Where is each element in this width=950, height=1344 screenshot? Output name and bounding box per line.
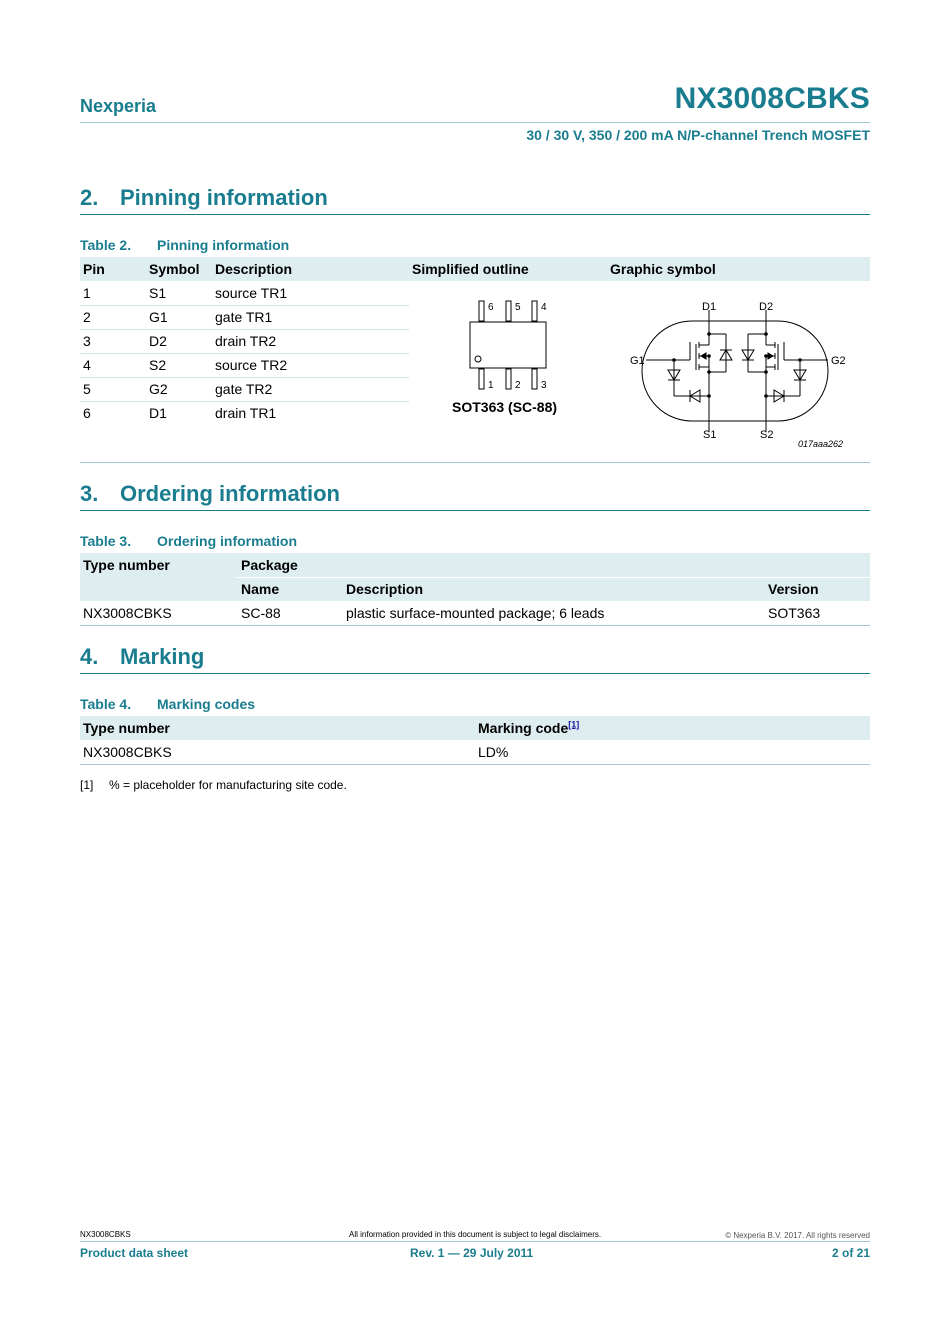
pin-label-6: 6 (488, 302, 494, 313)
package-outline-drawing (440, 296, 580, 394)
pin-number: 3 (83, 333, 91, 349)
brand-name: Nexperia (80, 96, 157, 116)
table-4-caption (80, 696, 255, 712)
table-3-caption (80, 533, 297, 549)
mosfet-graphic-symbol (620, 294, 860, 454)
label-d2: D2 (759, 301, 774, 313)
col-graphic-symbol: Graphic symbol (610, 261, 716, 277)
section-divider (80, 673, 870, 674)
section-number: 4. (80, 644, 99, 669)
ordering-package-version: SOT363 (768, 605, 821, 621)
col-description: Description (215, 261, 293, 277)
pin-description: source TR2 (215, 357, 288, 373)
section-title: Pinning information (120, 185, 328, 210)
header-split-rule (236, 577, 870, 578)
col-simplified-outline: Simplified outline (412, 261, 529, 277)
col-marking-code-label: Marking code (478, 720, 569, 736)
footnote-ref-link[interactable]: [1] (568, 719, 580, 730)
marking-type-number: NX3008CBKS (83, 744, 172, 760)
row-divider (80, 377, 409, 378)
ordering-package-name: SC-88 (241, 605, 281, 621)
col-package: Package (241, 557, 298, 573)
pin-description: gate TR2 (215, 381, 273, 397)
section-4-heading (80, 644, 204, 670)
label-g1: G1 (630, 355, 645, 367)
table-2-bottom-rule (80, 462, 870, 463)
lead-5 (506, 301, 511, 321)
footer-page-number: 2 of 21 (831, 1246, 870, 1260)
col-pin: Pin (83, 261, 105, 277)
col-description: Description (346, 581, 424, 597)
col-version: Version (768, 581, 819, 597)
row-divider (80, 353, 409, 354)
product-subtitle: 30 / 30 V, 350 / 200 mA N/P-channel Trench MOSFET (526, 127, 870, 143)
section-number: 2. (80, 185, 99, 210)
section-divider (80, 214, 870, 215)
col-type-number: Type number (83, 720, 170, 736)
pin-description: drain TR2 (215, 333, 277, 349)
pin-number: 6 (83, 405, 91, 421)
row-divider (80, 329, 409, 330)
product-title: NX3008CBKS (674, 82, 870, 115)
pin-symbol: S2 (149, 357, 167, 373)
col-marking-code (478, 720, 579, 736)
pin-number: 4 (83, 357, 91, 373)
marking-code-value: LD% (478, 744, 509, 760)
lead-3 (532, 369, 537, 389)
pin-symbol: D1 (149, 405, 167, 421)
footer-divider (80, 1241, 870, 1242)
pin-symbol: D2 (149, 333, 167, 349)
footer-disclaimer: All information provided in this document is subject to legal disclaimers. (349, 1230, 602, 1239)
section-number: 3. (80, 481, 99, 506)
footer-doc-id: NX3008CBKS (80, 1230, 131, 1239)
label-s1: S1 (703, 429, 717, 441)
pin-number: 5 (83, 381, 91, 397)
lead-6 (479, 301, 484, 321)
footer-copyright: © Nexperia B.V. 2017. All rights reserved (725, 1231, 870, 1240)
table-number: Table 3. (80, 533, 132, 549)
pin-number: 1 (83, 285, 91, 301)
pin1-marker-dot (475, 356, 481, 362)
pin-description: drain TR1 (215, 405, 277, 421)
table-number: Table 4. (80, 696, 132, 712)
header-divider (80, 122, 870, 123)
label-s2: S2 (760, 429, 774, 441)
table-number: Table 2. (80, 237, 132, 253)
table-4-bottom-rule (80, 764, 870, 765)
pin-symbol: G2 (149, 381, 168, 397)
row-divider (80, 401, 409, 402)
pin-label-1: 1 (488, 380, 494, 391)
drawing-code: 017aaa262 (798, 439, 844, 449)
col-type-number: Type number (83, 557, 170, 573)
table-3-bottom-rule (80, 625, 870, 626)
footer-revision: Rev. 1 — 29 July 2011 (410, 1246, 534, 1260)
pin-label-3: 3 (541, 380, 547, 391)
section-title: Marking (120, 644, 205, 669)
table-4-header-band (80, 716, 870, 740)
pin-symbol: S1 (149, 285, 167, 301)
footnote-text: % = placeholder for manufacturing site code. (109, 778, 347, 792)
package-label: SOT363 (SC-88) (452, 399, 558, 415)
pin-number: 2 (83, 309, 91, 325)
footnote-number: [1] (80, 778, 94, 792)
pin-description: source TR1 (215, 285, 288, 301)
footer-doc-type: Product data sheet (80, 1246, 189, 1260)
ordering-type-number: NX3008CBKS (83, 605, 172, 621)
section-3-heading (80, 481, 340, 507)
package-body (470, 322, 546, 368)
table-title: Ordering information (157, 533, 297, 549)
pin-symbol: G1 (149, 309, 168, 325)
table-title: Pinning information (157, 237, 290, 253)
section-2-heading (80, 185, 328, 211)
row-divider (80, 305, 409, 306)
table-title: Marking codes (157, 696, 256, 712)
col-name: Name (241, 581, 280, 597)
section-divider (80, 510, 870, 511)
table-2-caption (80, 237, 289, 253)
lead-4 (532, 301, 537, 321)
lead-1 (479, 369, 484, 389)
pin-label-5: 5 (515, 302, 521, 313)
label-d1: D1 (702, 301, 717, 313)
lead-2 (506, 369, 511, 389)
section-title: Ordering information (120, 481, 340, 506)
ordering-package-description: plastic surface-mounted package; 6 leads (346, 605, 605, 621)
label-g2: G2 (831, 355, 846, 367)
pin-description: gate TR1 (215, 309, 273, 325)
footnote (80, 778, 347, 792)
pin-label-2: 2 (515, 380, 521, 391)
col-symbol: Symbol (149, 261, 200, 277)
pin-label-4: 4 (541, 302, 547, 313)
